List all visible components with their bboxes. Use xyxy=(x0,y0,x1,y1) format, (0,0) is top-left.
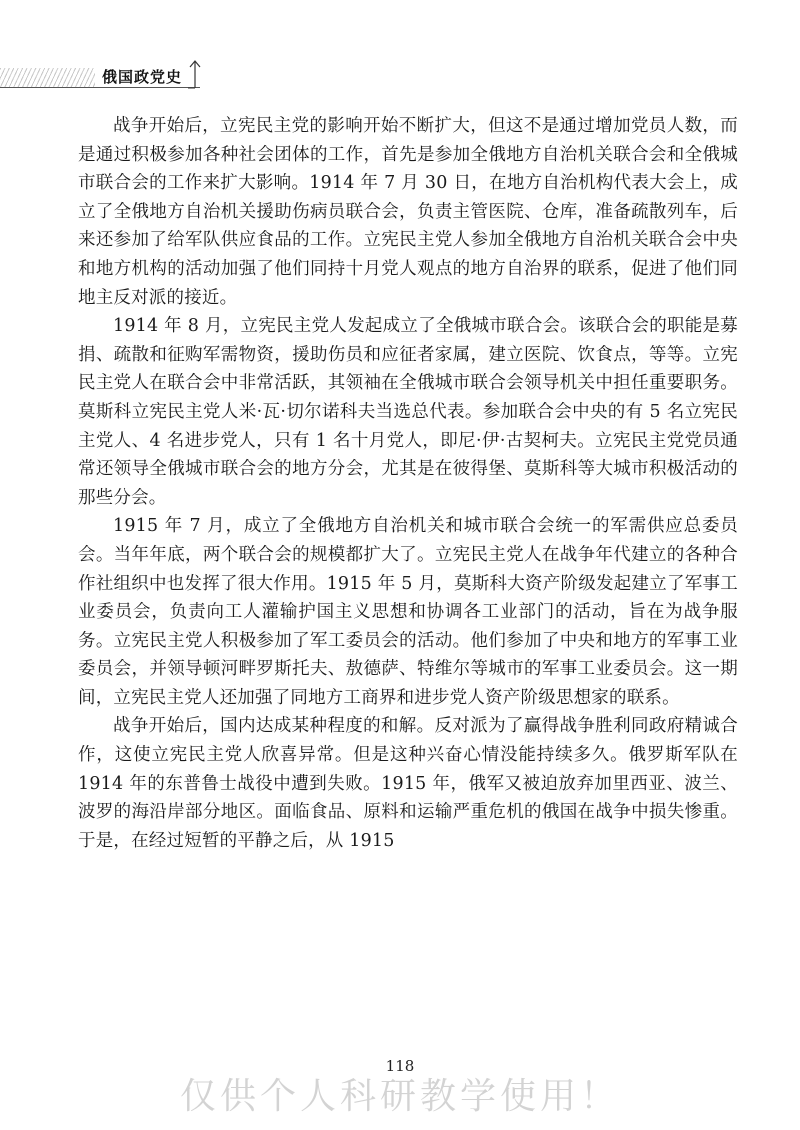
paragraph: 战争开始后，国内达成某种程度的和解。反对派为了赢得战争胜利同政府精诚合作，这使立宪民主党人欣喜异常。但是这种兴奋心情没能持续多久。俄罗斯军队在 1914 年的东普鲁士战役中遭到失败。1915 年，俄军又被迫放弃加里西亚、波兰、波罗的海沿岸部分地区。面临食品、原料和运输严重危机的俄国在战争中损失惨重。于是，在经过短暂的平静之后，从 1915 xyxy=(78,716,738,851)
header-stripe-decoration xyxy=(0,68,95,88)
paragraph: 战争开始后，立宪民主党的影响开始不断扩大，但这不是通过增加党员人数，而是通过积极参加各种社会团体的工作，首先是参加全俄地方自治机关联合会和全俄城市联合会的工作来扩大影响。1914 年 7 月 30 日，在地方自治机构代表大会上，成立了全俄地方自治机关援助伤病员联合会，负责主管医院、仓库，准备疏散列车，后来还参加了给军队供应食品的工作。立宪民主党人参加全俄地方自治机关联合会中央和地方机构的活动加强了他们同持十月党人观点的地方自治界的联系，促进了他们同地主反对派的接近。 xyxy=(78,116,738,308)
page-number: 118 xyxy=(385,1057,415,1075)
watermark: 仅供个人科研教学使用！ xyxy=(179,1076,620,1117)
up-arrow-icon xyxy=(186,58,204,90)
header-rule xyxy=(0,87,200,88)
paragraph: 1915 年 7 月，成立了全俄地方自治机关和城市联合会统一的军需供应总委员会。当年年底，两个联合会的规模都扩大了。立宪民主党人在战争年代建立的各种合作社组织中也发挥了很大作用。1915 年 5 月，莫斯科大资产阶级发起建立了军事工业委员会，负责向工人灌输护国主义思想和协调各工业部门的活动，旨在为战争服务。立宪民主党人积极参加了军工委员会的活动。他们参加了中央和地方的军事工业委员会，并领导顿河畔罗斯托夫、敖德萨、特维尔等城市的军事工业委员会。这一期间，立宪民主党人还加强了同地方工商界和进步党人资产阶级思想家的联系。 xyxy=(78,516,738,708)
book-title: 俄国政党史 xyxy=(102,68,183,86)
running-header xyxy=(0,58,205,90)
body-text xyxy=(78,112,738,855)
paragraph: 1914 年 8 月，立宪民主党人发起成立了全俄城市联合会。该联合会的职能是募捐、疏散和征购军需物资，援助伤员和应征者家属，建立医院、饮食点，等等。立宪民主党人在联合会中非常活跃，其领袖在全俄城市联合会领导机关中担任重要职务。莫斯科立宪民主党人米·瓦·切尔诺科夫当选总代表。参加联合会中央的有 5 名立宪民主党人、4 名进步党人，只有 1 名十月党人，即尼·伊·古契柯夫。立宪民主党党员通常还领导全俄城市联合会的地方分会，尤其是在彼得堡、莫斯科等大城市积极活动的那些分会。 xyxy=(78,316,738,508)
